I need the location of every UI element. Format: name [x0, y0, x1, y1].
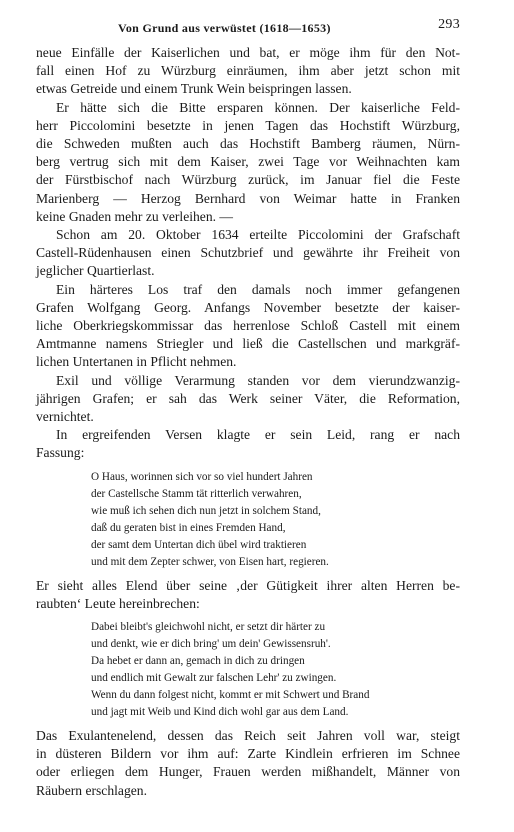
- paragraph-4: [36, 281, 460, 372]
- verse-block-2: [91, 619, 460, 721]
- paragraph-5: [36, 372, 460, 427]
- text-line: keine Gnaden mehr zu verleihen. —: [36, 208, 234, 224]
- verse-line: und endlich mit Gewalt zur falschen Lehr' zu zwingen.: [91, 672, 337, 685]
- text-line: Fassung:: [36, 445, 85, 461]
- text-line: Das Exulantenelend, dessen das Reich seit Jahren voll war, steigt: [36, 728, 460, 744]
- running-title: Von Grund aus verwüstet (1618—1653): [118, 21, 331, 35]
- text-line: Castell-Rüdenhausen einen Schutzbrief und gewährte ihr Freiheit von: [36, 245, 460, 261]
- text-line: Er hätte sich die Bitte ersparen können. Der kaiserliche Feld-: [56, 99, 460, 115]
- text-line: Räubern erschlagen.: [36, 782, 147, 798]
- text-line: vernichtet.: [36, 409, 94, 425]
- text-line: berg vertrug sich mit dem Kaiser, zwei Tage vor Weihnachten kam: [36, 154, 460, 170]
- paragraph-8: [36, 727, 460, 800]
- text-line: Er sieht alles Elend über seine ‚der Gütigkeit ihrer alten Herren be-: [36, 577, 460, 593]
- verse-line: und mit dem Zepter schwer, von Eisen hart, regieren.: [91, 555, 329, 568]
- verse-block-1: [91, 469, 460, 571]
- verse-line: Wenn du dann folgest nicht, kommt er mit Schwert und Brand: [91, 689, 370, 702]
- verse-line: Da hebet er dann an, gemach in dich zu dringen: [91, 655, 305, 668]
- verse-line: und denkt, wie er dich bring' um dein' Gewissensruh'.: [91, 638, 331, 651]
- text-line: liche Oberkriegskommissar das herrenlose Schloß Castell mit einem: [36, 318, 460, 334]
- page-number: 293: [438, 17, 460, 32]
- verse-line: und jagt mit Weib und Kind dich wohl gar aus dem Land.: [91, 706, 349, 719]
- text-line: In ergreifenden Versen klagte er sein Leid, rang er nach: [56, 427, 460, 443]
- page-body: [36, 44, 460, 800]
- text-line: Exil und völlige Verarmung standen vor dem vierundzwanzig-: [56, 372, 460, 388]
- text-line: jeglicher Quartierlast.: [36, 263, 155, 279]
- text-line: Amtmanne namens Striegler und ließ die Castellschen und markgräf-: [36, 336, 460, 352]
- paragraph-3: [36, 226, 460, 281]
- text-line: Ein härteres Los traf den damals noch immer gefangenen: [56, 281, 460, 297]
- text-line: Marienberg — Herzog Bernhard von Weimar hatte in Franken: [36, 190, 460, 206]
- paragraph-7: [36, 577, 460, 613]
- text-line: fall einen Hof zu Würzburg einräumen, ihm aber jetzt schon mit: [36, 63, 460, 79]
- text-line: in düsteren Bildern vor ihm auf: Zarte Kindlein erfrieren im Schnee: [36, 746, 460, 762]
- text-line: jährigen Grafen; er sah das Werk seiner Väter, die Reformation,: [36, 390, 460, 406]
- verse-line: Dabei bleibt's gleichwohl nicht, er setzt dir härter zu: [91, 621, 326, 634]
- text-line: neue Einfälle der Kaiserlichen und bat, er möge ihm für den Not-: [36, 45, 460, 60]
- verse-line: wie muß ich sehen dich nun jetzt in solchem Stand,: [91, 504, 321, 517]
- verse-line: der Castellsche Stamm tät ritterlich verwahren,: [91, 487, 302, 500]
- page-header: [36, 17, 460, 37]
- paragraph-6: [36, 426, 460, 462]
- paragraph-2: [36, 99, 460, 226]
- paragraph-1: [36, 44, 460, 99]
- text-line: herr Piccolomini besetzte in jenen Tagen das Hochstift Würzburg,: [36, 117, 460, 133]
- text-line: etwas Getreide und einem Trunk Wein beispringen lassen.: [36, 81, 352, 97]
- text-line: Grafen Wolfgang Georg. Anfangs November besetzte der kaiser-: [36, 299, 460, 315]
- verse-line: O Haus, worinnen sich vor so viel hundert Jahren: [91, 470, 313, 483]
- text-line: oder erliegen dem Hunger, Frauen werden mißhandelt, Männer von: [36, 764, 460, 780]
- verse-line: der samt dem Untertan dich übel wird traktieren: [91, 538, 307, 551]
- text-line: der Fürstbischof nach Würzburg zurück, im Januar fiel die Feste: [36, 172, 460, 188]
- text-line: Schon am 20. Oktober 1634 erteilte Piccolomini der Grafschaft: [56, 227, 460, 243]
- text-line: lichen Untertanen in Pflicht nehmen.: [36, 354, 237, 370]
- verse-line: daß du geraten bist in eines Fremden Hand,: [91, 521, 286, 534]
- text-line: die Schweden mußten auch das Hochstift Bamberg räumen, Nürn-: [36, 136, 460, 152]
- text-line: raubten‘ Leute hereinbrechen:: [36, 595, 200, 611]
